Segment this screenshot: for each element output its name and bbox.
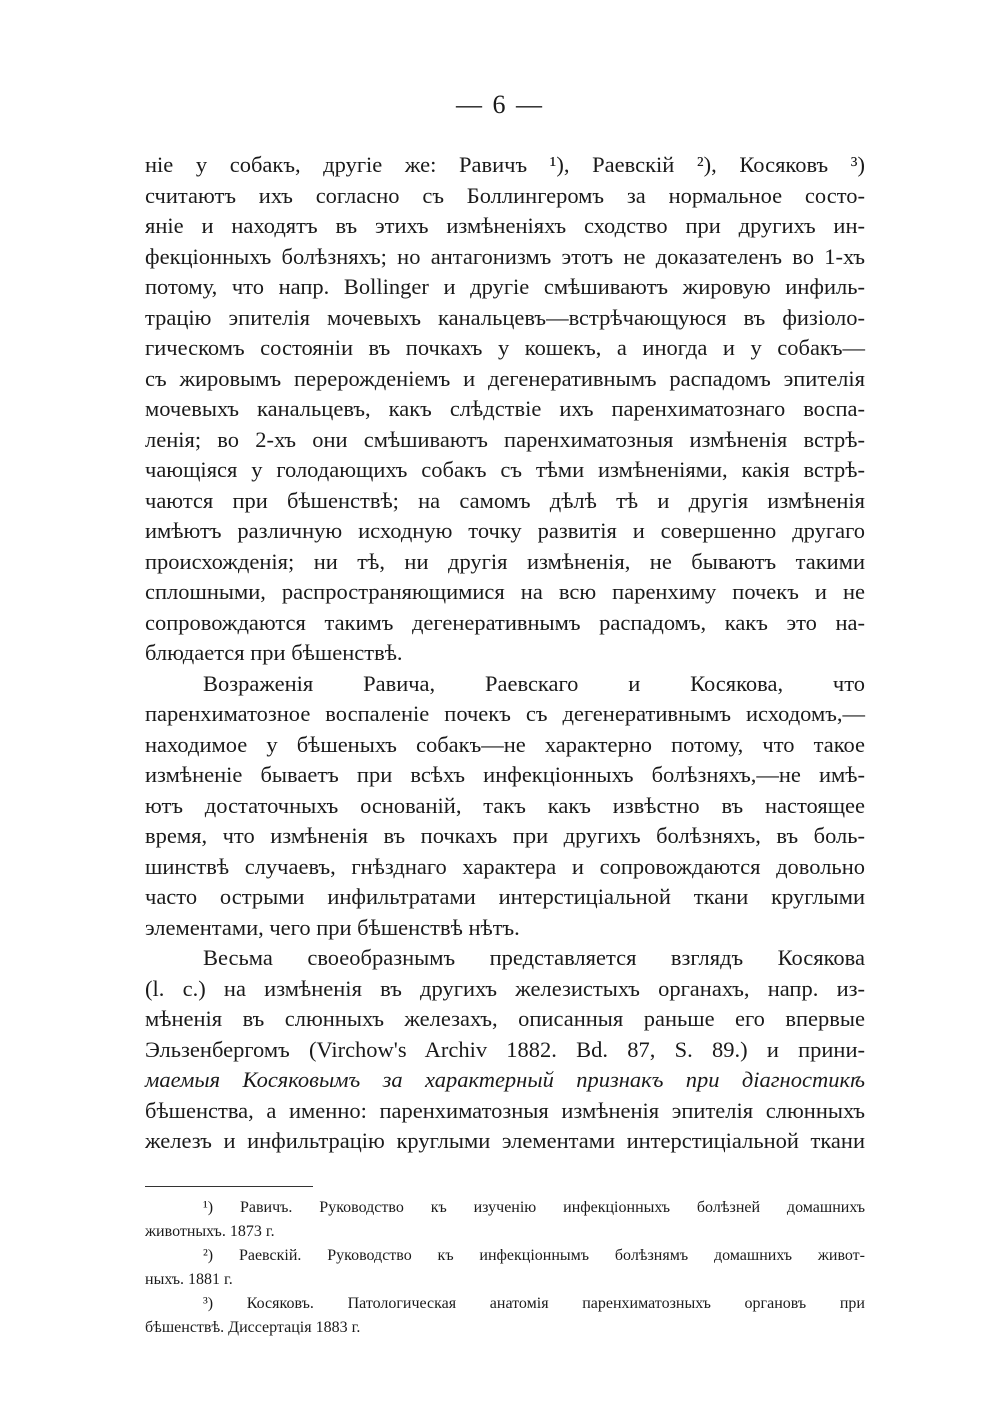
text-line: маемыя Косяковымъ за характерный признакъ при діагностикѣ	[145, 1067, 865, 1092]
text-line: мочевыхъ канальцевъ, какъ слѣдствіе ихъ паренхиматознаго воспа-	[145, 396, 865, 421]
text-line: съ жировымъ перерожденіемъ и дегенеративнымъ распадомъ эпителія	[145, 365, 865, 391]
text-line: мѣненія въ слюнныхъ железахъ, описанныя раньше его впервые	[145, 1006, 865, 1031]
text-line: гическомъ состояніи въ почкахъ у кошекъ, а иногда и у собакъ—	[145, 335, 865, 360]
footnote-1-line: животныхъ. 1873 г.	[145, 1223, 275, 1240]
text-line: Эльзенбергомъ (Virchow's Archiv 1882. Bd. 87, S. 89.) и прини-	[145, 1036, 865, 1062]
footnote-2-line: ²) Раевскій. Руководство къ инфекціоннымъ болѣзнямъ домашнихъ живот-	[203, 1247, 865, 1264]
text-line: происхожденія; ни тѣ, ни другія измѣненія, не бываютъ такими	[145, 548, 865, 574]
text-line: ленія; во 2-хъ они смѣшиваютъ паренхиматозныя измѣненія встрѣ-	[145, 426, 865, 452]
text-line: яніе и находятъ въ этихъ измѣненіяхъ сходство при другихъ ин-	[145, 213, 865, 238]
text-line: железъ и инфильтрацію круглыми элементами интерстиціальной ткани	[145, 1128, 865, 1153]
footnote-2-line: ныхъ. 1881 г.	[145, 1271, 233, 1288]
page-number: — 6 —	[456, 90, 544, 119]
main-text	[145, 150, 865, 1157]
text-line: сплошными, распространяющимися на всю паренхиму почекъ и не	[145, 579, 865, 604]
footnote-3-line: ³) Косяковъ. Патологическая анатомія паренхиматозныхъ органовъ при	[203, 1295, 865, 1312]
text-line: (l. c.) на измѣненія въ другихъ железистыхъ органахъ, напр. из-	[145, 975, 865, 1001]
text-line: Возраженія Равича, Раевскаго и Косякова, что	[203, 670, 865, 696]
text-line: чаются при бѣшенствѣ; на самомъ дѣлѣ тѣ и другія измѣненія	[145, 487, 865, 513]
footnote-divider	[145, 1186, 313, 1187]
text-line: чающіяся у голодающихъ собакъ съ тѣми измѣненіями, какія встрѣ-	[145, 457, 865, 482]
text-line: шинствѣ случаевъ, гнѣзднаго характера и сопровождаются довольно	[145, 853, 865, 879]
paragraph-2	[145, 669, 865, 944]
text-line: имѣютъ различную исходную точку развитія и совершенно другаго	[145, 518, 865, 543]
text-line: Весьма своеобразнымъ представляется взглядъ Косякова	[203, 945, 865, 970]
footnote-3-line: бѣшенствѣ. Диссертація 1883 г.	[145, 1319, 361, 1336]
text-line: измѣненіе бываетъ при всѣхъ инфекціонныхъ болѣзняхъ,—не имѣ-	[145, 762, 865, 787]
text-line: часто острыми инфильтратами интерстиціальной ткани круглыми	[145, 884, 865, 909]
footnotes	[145, 1196, 865, 1340]
text-line: бѣшенства, а именно: паренхиматозныя измѣненія эпителія слюнныхъ	[145, 1097, 865, 1123]
text-line: паренхиматозное воспаленіе почекъ съ дегенеративнымъ исходомъ,—	[145, 701, 865, 726]
paragraph-1	[145, 150, 865, 669]
text-line: трацію эпителія мочевыхъ канальцевъ—встрѣчающуюся въ физіоло-	[145, 304, 865, 330]
paragraph-3	[145, 943, 865, 1157]
text-line: сопровождаются такимъ дегенеративнымъ распадомъ, какъ это на-	[145, 609, 865, 635]
text-line: блюдается при бѣшенствѣ.	[145, 640, 403, 665]
text-line: время, что измѣненія въ почкахъ при другихъ болѣзняхъ, въ боль-	[145, 823, 865, 848]
text-line: потому, что напр. Bollinger и другіе смѣшиваютъ жировую инфиль-	[145, 274, 865, 299]
text-line: фекціонныхъ болѣзняхъ; но антагонизмъ этотъ не доказателенъ во 1-хъ	[145, 243, 865, 269]
text-line: считаютъ ихъ согласно съ Боллингеромъ за нормальное состо-	[145, 182, 865, 208]
text-line: находимое у бѣшеныхъ собакъ—не характерно потому, что такое	[145, 731, 865, 757]
text-line: ніе у собакъ, другіе же: Равичъ ¹), Раевскій ²), Косяковъ ³)	[145, 152, 865, 177]
text-line: элементами, чего при бѣшенствѣ нѣтъ.	[145, 914, 520, 940]
text-line: ютъ достаточныхъ основаній, такъ какъ извѣстно въ настоящее	[145, 792, 865, 818]
footnote-1-line: ¹) Равичъ. Руководство къ изученію инфекціонныхъ болѣзней домашнихъ	[203, 1199, 865, 1216]
